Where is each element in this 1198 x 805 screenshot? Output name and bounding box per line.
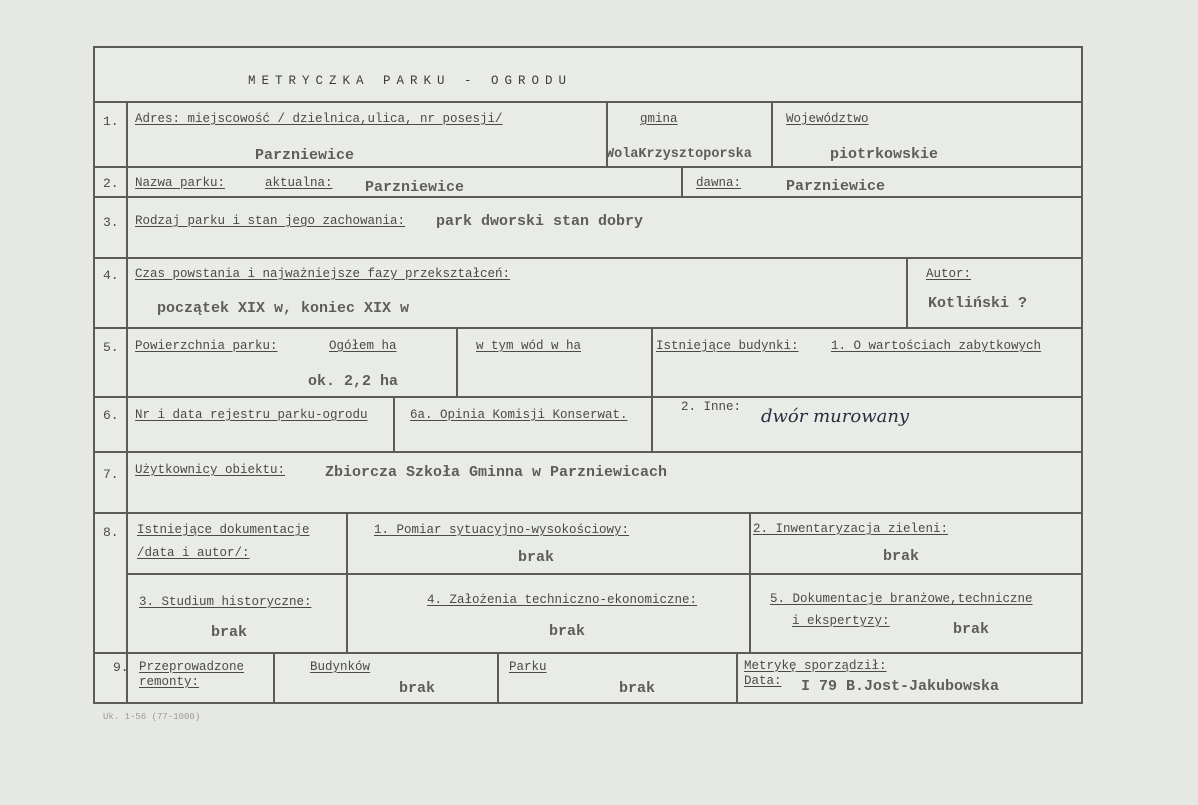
repairs-label-line-2: remonty: — [139, 675, 200, 689]
row-sep-7 — [93, 451, 1083, 453]
branch-docs-value: brak — [953, 621, 990, 638]
park-type-value: park dworski stan dobry — [436, 213, 644, 230]
address-value: Parzniewice — [255, 147, 355, 164]
row-number-6: 6. — [103, 408, 119, 423]
current-name-value: Parzniewice — [365, 179, 465, 196]
park-name-label: Nazwa parku: — [135, 176, 226, 190]
print-stamp: Uk. 1-56 (77-1000) — [103, 712, 201, 722]
area-label: Powierzchnia parku: — [135, 339, 278, 353]
park-repairs-value: brak — [619, 680, 656, 697]
repairs-label-line-1: Przeprowadzone — [139, 660, 245, 674]
border-right — [1081, 46, 1083, 704]
total-area-label: Ogółem ha — [329, 339, 397, 353]
tech-econ-value: brak — [549, 623, 586, 640]
r2-sep — [681, 166, 683, 196]
address-label: Adres: miejscowość / dzielnica,ulica, nr posesji/ — [135, 112, 503, 126]
buildings-repairs-label: Budynków — [310, 660, 371, 674]
row-sep-8b — [128, 573, 1083, 575]
row-number-7: 7. — [103, 467, 119, 482]
row-sep-4 — [93, 257, 1083, 259]
border-left — [93, 46, 95, 704]
r6-sep-b — [651, 396, 653, 451]
historic-buildings-label: 1. O wartościach zabytkowych — [831, 339, 1042, 353]
row-sep-3 — [93, 196, 1083, 198]
row-sep-9 — [93, 652, 1083, 654]
row-number-5: 5. — [103, 340, 119, 355]
origin-value: początek XIX w, koniec XIX w — [157, 300, 410, 317]
voivodeship-value: piotrkowskie — [830, 146, 939, 163]
historical-study-value: brak — [211, 624, 248, 641]
park-type-label: Rodzaj parku i stan jego zachowania: — [135, 214, 406, 228]
other-buildings-label: 2. Inne: — [681, 400, 742, 414]
users-label: Użytkownicy obiektu: — [135, 463, 286, 477]
users-value: Zbiorcza Szkoła Gminna w Parzniewicach — [325, 464, 668, 481]
row-number-1: 1. — [103, 114, 119, 129]
current-name-label: aktualna: — [265, 176, 333, 190]
row-number-4: 4. — [103, 268, 119, 283]
made-by-label: Metrykę sporządził: — [744, 659, 887, 673]
branch-docs-label-line-1: 5. Dokumentacje branżowe,techniczne — [770, 592, 1033, 606]
author-value: Kotliński ? — [928, 295, 1028, 312]
num-col-sep — [126, 101, 128, 704]
r5-sep-b — [651, 327, 653, 396]
card-title: METRYCZKA PARKU - OGRODU — [248, 74, 573, 88]
r1-sep-b — [771, 101, 773, 166]
former-name-value: Parzniewice — [786, 178, 886, 195]
water-area-label: w tym wód w ha — [476, 339, 582, 353]
r4-sep — [906, 257, 908, 327]
greenery-inventory-value: brak — [883, 548, 920, 565]
row-sep-5 — [93, 327, 1083, 329]
park-record-card — [93, 46, 1083, 704]
other-buildings-value: dwór murowany — [761, 406, 910, 427]
date-label: Data: — [744, 674, 782, 688]
park-repairs-label: Parku — [509, 660, 547, 674]
gmina-label: gmina — [640, 112, 678, 126]
row-sep-2 — [93, 166, 1083, 168]
existing-buildings-label: Istniejące budynki: — [656, 339, 799, 353]
border-top — [93, 46, 1083, 48]
docs-label-line-2: /data i autor/: — [137, 546, 250, 560]
former-name-label: dawna: — [696, 176, 742, 190]
conservator-opinion-label: 6a. Opinia Komisji Konserwat. — [410, 408, 628, 422]
register-label: Nr i data rejestru parku-ogrodu — [135, 408, 368, 422]
origin-label: Czas powstania i najważniejsze fazy przekształceń: — [135, 267, 511, 281]
gmina-value: WolaKrzysztoporska — [606, 147, 752, 162]
r9-sep-b — [497, 652, 499, 704]
r9-sep-c — [736, 652, 738, 704]
branch-docs-label-line-2: i ekspertyzy: — [792, 614, 890, 628]
border-bottom — [93, 702, 1083, 704]
voivodeship-label: Województwo — [786, 112, 869, 126]
row-sep-8 — [93, 512, 1083, 514]
r6-sep-a — [393, 396, 395, 451]
greenery-inventory-label: 2. Inwentaryzacja zieleni: — [753, 522, 949, 536]
row-number-8: 8. — [103, 525, 119, 540]
r8-sep-b — [749, 512, 751, 573]
r9-sep-a — [273, 652, 275, 704]
r8-sep-a — [346, 512, 348, 652]
survey-label: 1. Pomiar sytuacyjno-wysokościowy: — [374, 523, 630, 537]
author-label: Autor: — [926, 267, 972, 281]
row-number-2: 2. — [103, 176, 119, 191]
r5-sep-a — [456, 327, 458, 396]
docs-label-line-1: Istniejące dokumentacje — [137, 523, 310, 537]
tech-econ-label: 4. Założenia techniczno-ekonomiczne: — [427, 593, 698, 607]
total-area-value: ok. 2,2 ha — [308, 373, 399, 390]
buildings-repairs-value: brak — [399, 680, 436, 697]
row-sep-6 — [93, 396, 1083, 398]
r8-sep-c — [749, 573, 751, 652]
row-number-3: 3. — [103, 215, 119, 230]
survey-value: brak — [518, 549, 555, 566]
date-author-value: I 79 B.Jost-Jakubowska — [801, 678, 1000, 695]
row-number-9: 9. — [113, 660, 129, 675]
historical-study-label: 3. Studium historyczne: — [139, 595, 312, 609]
row-sep-1 — [93, 101, 1083, 103]
